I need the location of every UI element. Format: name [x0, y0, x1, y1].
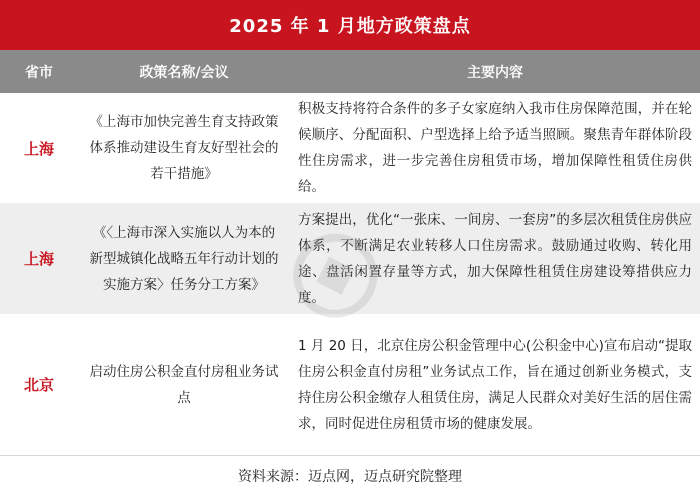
header-province: 省市 [25, 64, 53, 81]
row-policy [78, 203, 290, 314]
row-province: 北京 [23, 376, 54, 394]
row-content [290, 93, 700, 203]
row-policy-text: 启动住房公积金直付房租业务试点 [89, 363, 279, 406]
row-content-text: 积极支持将符合条件的多子女家庭纳入我市住房保障范围，并在轮候顺序、分配面积、户型选择上给予适当照顾。聚焦青年群体阶段性住房需求，进一步完善住房租赁市场，增加保障性租赁住房供给。 [298, 101, 692, 195]
source-note: 资料来源：迈点网，迈点研究院整理 [238, 469, 462, 485]
table-row [0, 93, 700, 203]
page-title: 2025 年 1 月地方政策盘点 [0, 0, 700, 50]
row-policy [78, 93, 290, 203]
row-content-text: 方案提出，优化“一张床、一间房、一套房”的多层次租赁住房供应体系，不断满足农业转移人口住房需求。鼓励通过收购、转化用途、盘活闲置存量等方式，加大保障性租赁住房建设筹措供应力度。 [298, 211, 692, 306]
header-content: 主要内容 [467, 64, 523, 81]
row-province: 上海 [23, 139, 54, 158]
row-province: 上海 [23, 250, 54, 268]
table-row [0, 314, 700, 455]
row-content [290, 314, 700, 455]
table-row [0, 203, 700, 314]
row-policy-text: 《〈上海市深入实施以人为本的新型城镇化战略五年行动计划的实施方案〉任务分工方案》 [89, 224, 279, 293]
header-policy: 政策名称/会议 [139, 64, 229, 81]
row-policy [78, 314, 290, 455]
row-content [290, 203, 700, 314]
table-header [0, 50, 700, 93]
row-content-text: 1 月 20 日，北京住房公积金管理中心(公积金中心)宣布启动“提取住房公积金直付房租”业务试点工作，旨在通过创新业务模式，支持住房公积金缴存人租赁住房，满足人民群众对美好生活的居住需求，同时促进住房租赁市场的健康发展。 [298, 337, 692, 432]
row-policy-text: 《上海市加快完善生育支持政策体系推动建设生育友好型社会的若干措施》 [89, 114, 279, 182]
